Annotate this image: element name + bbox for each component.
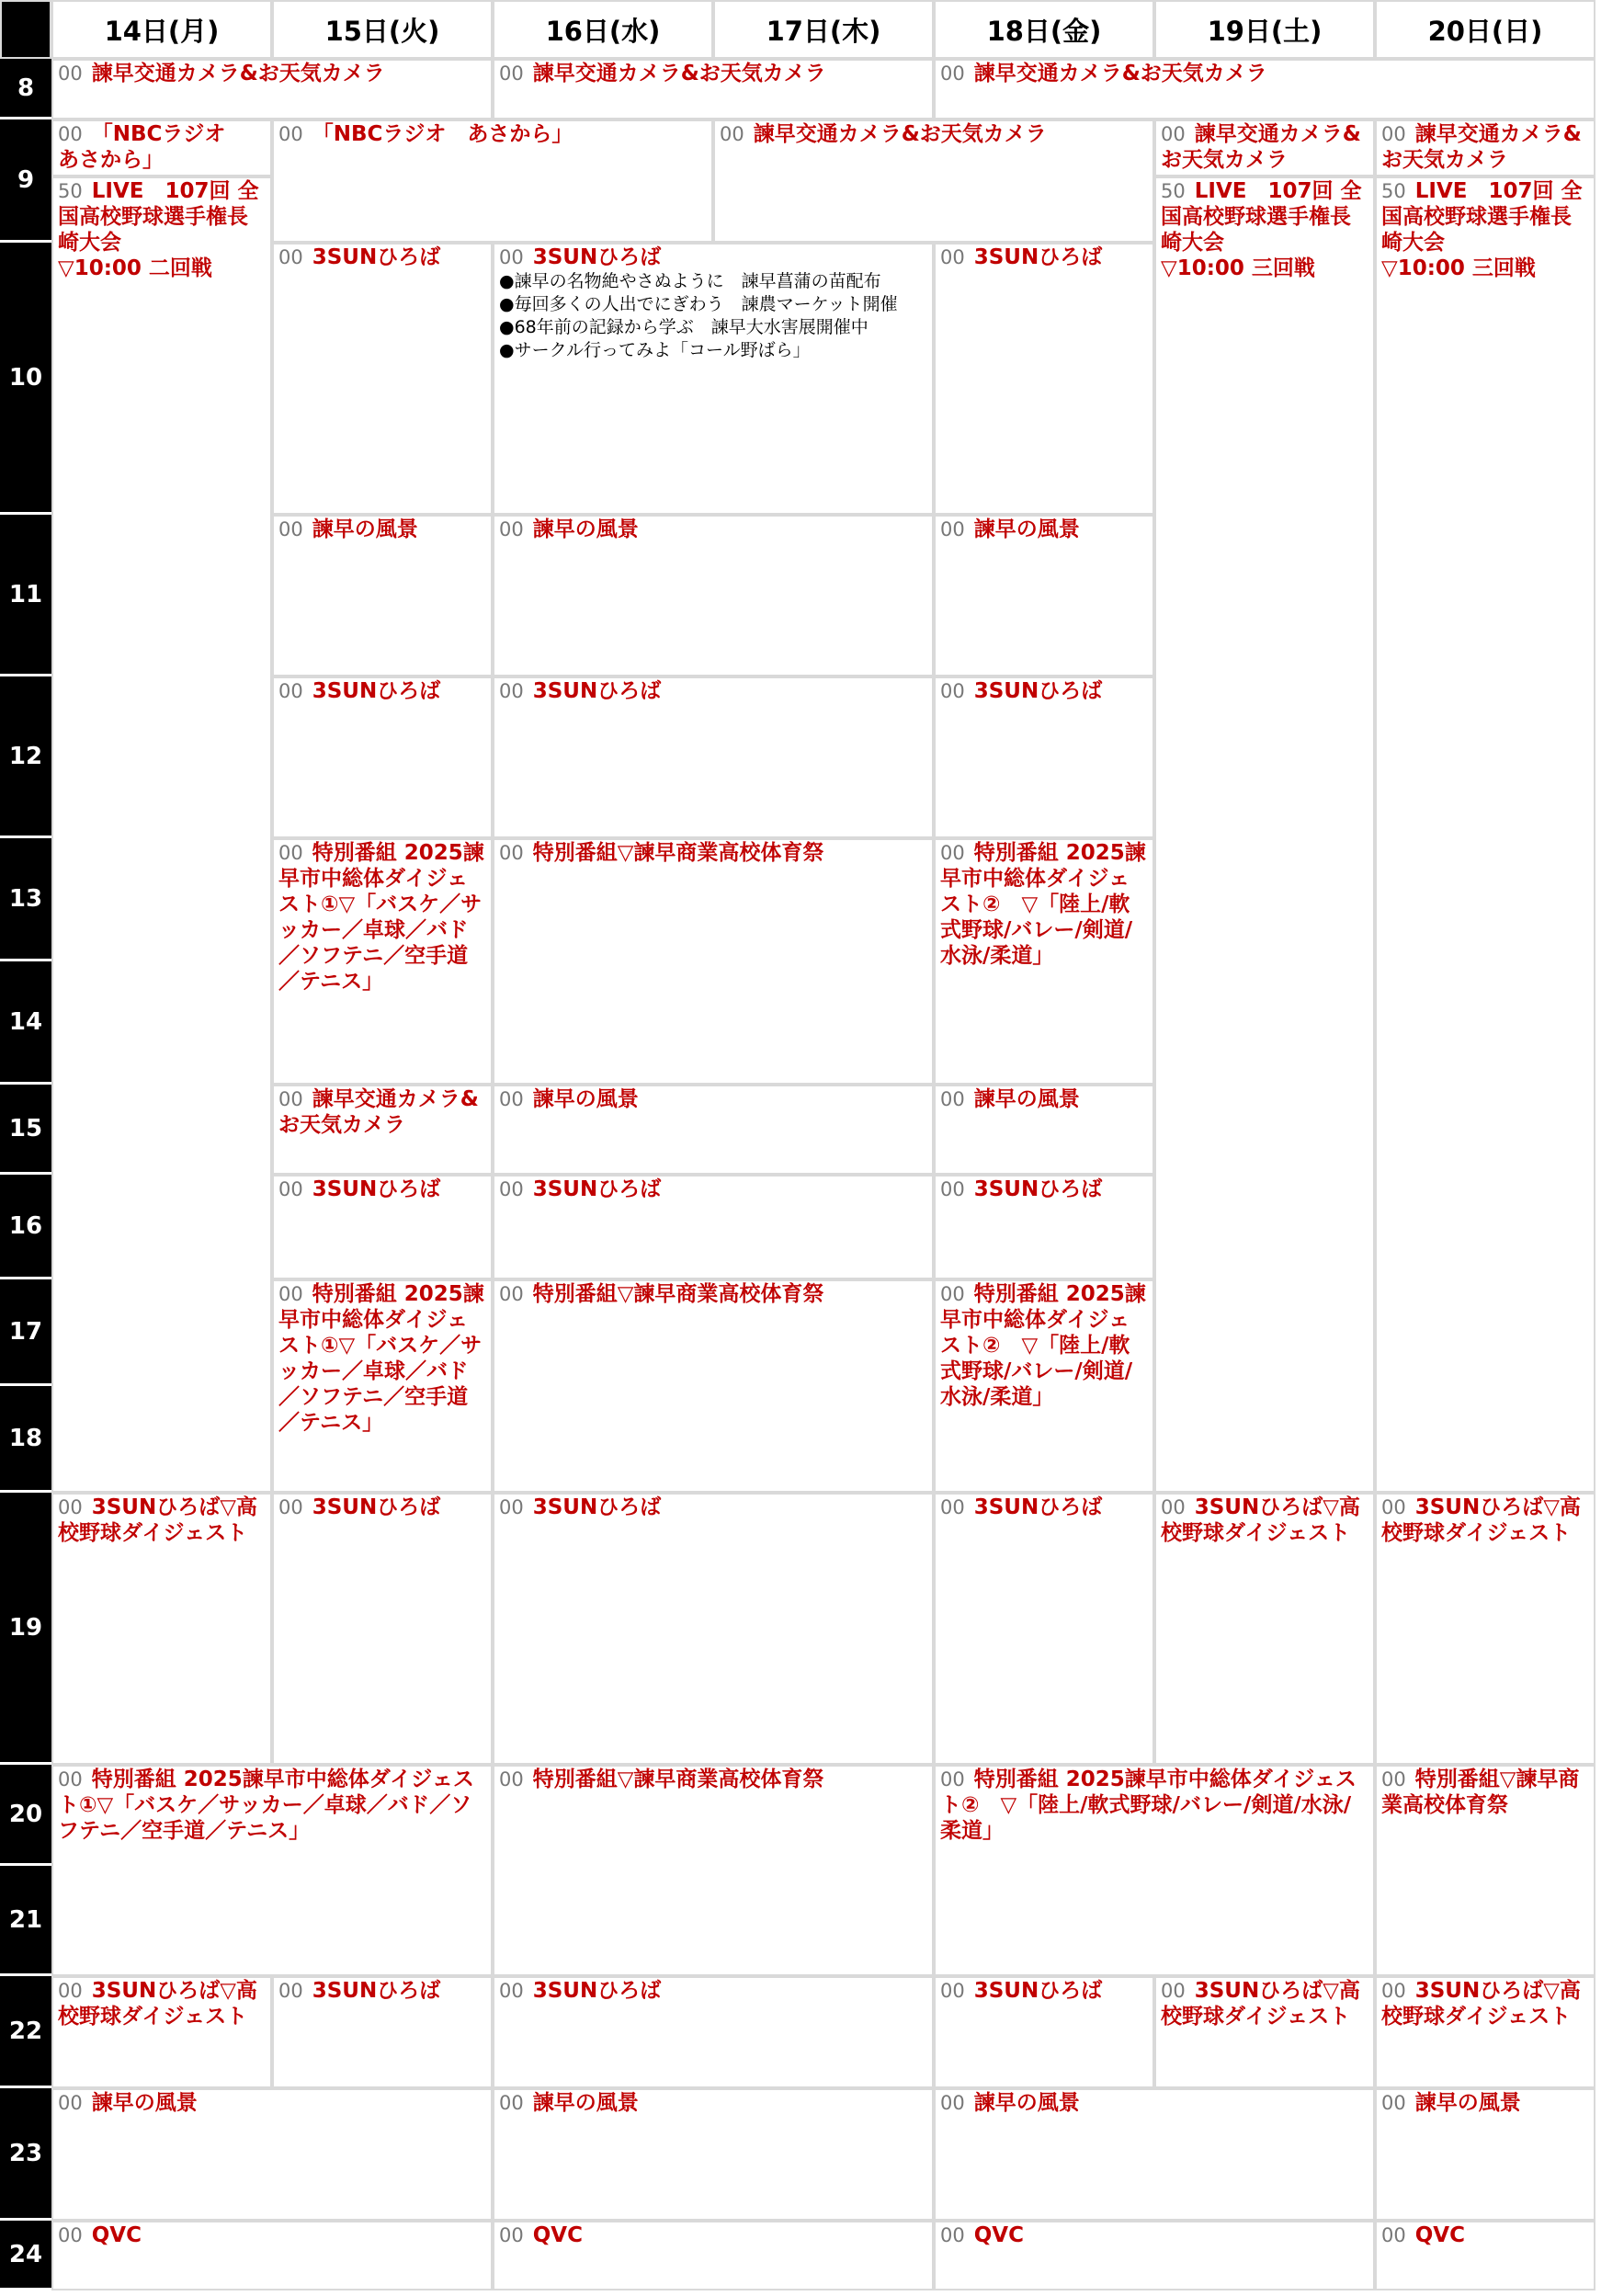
program-title: 諫早の風景 xyxy=(532,2091,639,2115)
program-cell[interactable] xyxy=(934,1175,1154,1279)
program-cell[interactable] xyxy=(1375,2088,1595,2221)
program-title: 特別番組 2025諫早市中総体ダイジェスト①▽「バスケ／サッカー／卓球／バド／ソフテニ／空手道／テニス」 xyxy=(278,841,484,994)
program-title: 諫早交通カメラ&お天気カメラ xyxy=(1381,122,1582,172)
day-header: 14日(月) xyxy=(51,0,272,59)
program-start-minute: 00 xyxy=(1381,1980,1406,2002)
program-title: 諫早の風景 xyxy=(973,517,1080,541)
program-start-minute: 00 xyxy=(499,2224,524,2246)
program-title: ▽10:00 二回戦 xyxy=(58,256,212,280)
program-cell[interactable] xyxy=(1375,176,1595,1493)
program-title: QVC xyxy=(1414,2223,1465,2247)
program-start-minute: 00 xyxy=(940,842,965,864)
program-cell[interactable] xyxy=(934,1279,1154,1493)
program-title: LIVE 107回 全国高校野球選手権長崎大会 xyxy=(1381,179,1583,255)
hour-label: 9 xyxy=(0,119,51,243)
hour-label: 23 xyxy=(0,2088,51,2221)
program-title: 3SUNひろば xyxy=(532,679,662,703)
program-title: 諫早交通カメラ&お天気カメラ xyxy=(753,122,1047,146)
program-title: 諫早交通カメラ&お天気カメラ xyxy=(278,1087,479,1137)
hour-label: 19 xyxy=(0,1493,51,1765)
program-start-minute: 00 xyxy=(1381,123,1406,145)
program-cell[interactable] xyxy=(1375,119,1595,176)
program-start-minute: 50 xyxy=(58,180,83,202)
program-start-minute: 00 xyxy=(278,1496,303,1518)
program-start-minute: 00 xyxy=(499,680,524,702)
program-cell[interactable] xyxy=(934,2088,1375,2221)
hour-label: 18 xyxy=(0,1386,51,1493)
program-start-minute: 00 xyxy=(278,680,303,702)
program-start-minute: 00 xyxy=(940,518,965,540)
program-cell[interactable] xyxy=(1154,1493,1375,1765)
program-title: 3SUNひろば▽高校野球ダイジェスト xyxy=(1161,1979,1360,2029)
program-cell[interactable] xyxy=(272,1493,493,1765)
program-detail-item: ●毎回多くの人出でにぎわう 諫農マーケット開催 xyxy=(499,294,898,314)
program-title: 3SUNひろば xyxy=(973,1979,1103,2003)
program-start-minute: 00 xyxy=(1381,1768,1406,1790)
program-cell[interactable] xyxy=(493,2221,934,2290)
program-start-minute: 00 xyxy=(58,1980,83,2002)
program-title: 諫早交通カメラ&お天気カメラ xyxy=(973,62,1267,85)
program-title: QVC xyxy=(973,2223,1024,2247)
program-title: 3SUNひろば xyxy=(312,1979,441,2003)
hour-label: 17 xyxy=(0,1279,51,1386)
program-cell[interactable] xyxy=(493,1175,934,1279)
program-start-minute: 00 xyxy=(499,1178,524,1200)
program-start-minute: 00 xyxy=(940,246,965,268)
program-title: 3SUNひろば▽高校野球ダイジェスト xyxy=(1381,1979,1581,2029)
program-cell[interactable] xyxy=(272,515,493,676)
program-title: QVC xyxy=(532,2223,583,2247)
program-start-minute: 00 xyxy=(940,1283,965,1305)
program-title: 3SUNひろば xyxy=(532,1495,662,1519)
hour-label: 11 xyxy=(0,515,51,676)
program-title: 諫早の風景 xyxy=(973,2091,1080,2115)
hour-label: 8 xyxy=(0,59,51,119)
program-title: 諫早の風景 xyxy=(973,1087,1080,1111)
program-start-minute: 00 xyxy=(499,1088,524,1110)
program-title: 3SUNひろば xyxy=(973,679,1103,703)
program-cell[interactable] xyxy=(493,243,934,515)
day-header: 20日(日) xyxy=(1375,0,1595,59)
program-title: ▽10:00 三回戦 xyxy=(1161,256,1315,280)
program-detail-item: ●サークル行ってみよ「コール野ばら」 xyxy=(499,340,811,360)
program-title: 諫早の風景 xyxy=(532,517,639,541)
program-title: LIVE 107回 全国高校野球選手権長崎大会 xyxy=(58,179,259,255)
day-header: 17日(木) xyxy=(713,0,934,59)
program-cell[interactable] xyxy=(1375,1976,1595,2088)
program-title: 特別番組 2025諫早市中総体ダイジェスト② ▽「陸上/軟式野球/バレー/剣道/水泳/柔道」 xyxy=(940,1282,1146,1409)
program-cell[interactable] xyxy=(51,176,272,1493)
program-start-minute: 00 xyxy=(58,123,83,145)
program-cell[interactable] xyxy=(272,838,493,1085)
program-title: ▽10:00 三回戦 xyxy=(1381,256,1536,280)
hour-label: 10 xyxy=(0,243,51,515)
program-cell[interactable] xyxy=(934,676,1154,838)
program-start-minute: 00 xyxy=(1381,2224,1406,2246)
program-cell[interactable] xyxy=(493,1765,934,1976)
program-cell[interactable] xyxy=(934,243,1154,515)
program-title: 特別番組▽諫早商業高校体育祭 xyxy=(532,1282,824,1306)
program-detail-list xyxy=(499,270,927,362)
program-title: 3SUNひろば▽高校野球ダイジェスト xyxy=(58,1495,257,1545)
program-cell[interactable] xyxy=(51,1976,272,2088)
program-cell[interactable] xyxy=(934,59,1595,119)
program-start-minute: 00 xyxy=(940,63,965,85)
program-cell[interactable] xyxy=(272,676,493,838)
program-cell[interactable] xyxy=(934,515,1154,676)
program-title: 諫早の風景 xyxy=(91,2091,198,2115)
program-start-minute: 00 xyxy=(58,63,83,85)
program-title: 3SUNひろば xyxy=(312,1495,441,1519)
program-cell[interactable] xyxy=(493,1279,934,1493)
program-start-minute: 00 xyxy=(58,2092,83,2114)
program-title: QVC xyxy=(91,2223,142,2247)
program-cell[interactable] xyxy=(272,1085,493,1175)
program-cell[interactable] xyxy=(272,243,493,515)
program-start-minute: 00 xyxy=(940,1088,965,1110)
program-start-minute: 00 xyxy=(278,246,303,268)
program-cell[interactable] xyxy=(493,1493,934,1765)
program-title: 「NBCラジオ あさから」 xyxy=(58,122,247,172)
program-title: 諫早交通カメラ&お天気カメラ xyxy=(532,62,826,85)
program-start-minute: 00 xyxy=(278,842,303,864)
hour-label: 21 xyxy=(0,1866,51,1976)
program-cell[interactable] xyxy=(1375,2221,1595,2290)
program-cell[interactable] xyxy=(51,1493,272,1765)
program-detail-item: ●68年前の記録から学ぶ 諫早大水害展開催中 xyxy=(499,317,869,337)
program-title: 諫早交通カメラ&お天気カメラ xyxy=(91,62,385,85)
hour-label: 22 xyxy=(0,1976,51,2088)
program-start-minute: 00 xyxy=(940,2092,965,2114)
program-title: 諫早の風景 xyxy=(532,1087,639,1111)
program-cell[interactable] xyxy=(493,838,934,1085)
program-cell[interactable] xyxy=(934,2221,1375,2290)
hour-label: 15 xyxy=(0,1085,51,1175)
program-title: 特別番組 2025諫早市中総体ダイジェスト② ▽「陸上/軟式野球/バレー/剣道/水泳/柔道」 xyxy=(940,841,1146,968)
program-cell[interactable] xyxy=(272,1279,493,1493)
program-start-minute: 00 xyxy=(940,1980,965,2002)
program-cell[interactable] xyxy=(493,1976,934,2088)
program-title: 特別番組▽諫早商業高校体育祭 xyxy=(532,1767,824,1791)
program-start-minute: 00 xyxy=(940,680,965,702)
program-title: 特別番組▽諫早商業高校体育祭 xyxy=(532,841,824,865)
program-start-minute: 00 xyxy=(940,1496,965,1518)
program-title: 特別番組▽諫早商業高校体育祭 xyxy=(1381,1767,1580,1817)
program-cell[interactable] xyxy=(934,1976,1154,2088)
hour-label: 24 xyxy=(0,2221,51,2290)
program-cell[interactable] xyxy=(713,119,1154,243)
program-title: 3SUNひろば▽高校野球ダイジェスト xyxy=(58,1979,257,2029)
program-title: 3SUNひろば▽高校野球ダイジェスト xyxy=(1381,1495,1581,1545)
program-start-minute: 00 xyxy=(940,1178,965,1200)
program-cell[interactable] xyxy=(272,1175,493,1279)
program-start-minute: 00 xyxy=(499,1980,524,2002)
program-cell[interactable] xyxy=(1154,119,1375,176)
program-cell[interactable] xyxy=(51,119,272,176)
program-start-minute: 00 xyxy=(1381,2092,1406,2114)
program-title: 諫早の風景 xyxy=(1414,2091,1521,2115)
program-start-minute: 00 xyxy=(499,1283,524,1305)
program-start-minute: 00 xyxy=(499,2092,524,2114)
program-title: 3SUNひろば xyxy=(973,245,1103,269)
program-start-minute: 00 xyxy=(499,63,524,85)
hour-label: 12 xyxy=(0,676,51,838)
program-title: 3SUNひろば xyxy=(973,1177,1103,1201)
day-header: 16日(水) xyxy=(493,0,713,59)
day-header: 15日(火) xyxy=(272,0,493,59)
program-title: 特別番組 2025諫早市中総体ダイジェスト①▽「バスケ／サッカー／卓球／バド／ソフテニ／空手道／テニス」 xyxy=(278,1282,484,1435)
program-cell[interactable] xyxy=(493,1085,934,1175)
program-start-minute: 00 xyxy=(278,1178,303,1200)
program-title: 特別番組 2025諫早市中総体ダイジェスト①▽「バスケ／サッカー／卓球／バド／ソフテニ／空手道／テニス」 xyxy=(58,1767,474,1843)
hour-label: 20 xyxy=(0,1765,51,1866)
program-cell[interactable] xyxy=(1375,1765,1595,1976)
program-start-minute: 00 xyxy=(58,1768,83,1790)
program-cell[interactable] xyxy=(934,1765,1375,1976)
corner-cell xyxy=(0,0,51,59)
program-cell[interactable] xyxy=(51,2221,493,2290)
program-start-minute: 00 xyxy=(278,123,303,145)
program-title: 3SUNひろば xyxy=(532,1177,662,1201)
program-title: 3SUNひろば xyxy=(532,245,662,269)
program-start-minute: 00 xyxy=(940,2224,965,2246)
program-start-minute: 50 xyxy=(1381,180,1406,202)
program-start-minute: 00 xyxy=(278,518,303,540)
program-title: 特別番組 2025諫早市中総体ダイジェスト② ▽「陸上/軟式野球/バレー/剣道/水泳/柔道」 xyxy=(940,1767,1357,1843)
program-cell[interactable] xyxy=(51,59,493,119)
program-start-minute: 00 xyxy=(499,518,524,540)
program-cell[interactable] xyxy=(934,1085,1154,1175)
program-cell[interactable] xyxy=(51,2088,493,2221)
program-start-minute: 00 xyxy=(278,1980,303,2002)
program-start-minute: 50 xyxy=(1161,180,1186,202)
program-cell[interactable] xyxy=(272,1976,493,2088)
program-detail-item: ●諫早の名物絶やさぬように 諫早菖蒲の苗配布 xyxy=(499,271,881,291)
program-start-minute: 00 xyxy=(499,246,524,268)
program-start-minute: 00 xyxy=(1161,1496,1186,1518)
program-title: 3SUNひろば xyxy=(532,1979,662,2003)
program-cell[interactable] xyxy=(934,838,1154,1085)
program-cell[interactable] xyxy=(493,2088,934,2221)
program-start-minute: 00 xyxy=(58,1496,83,1518)
program-cell[interactable] xyxy=(1154,1976,1375,2088)
program-cell[interactable] xyxy=(272,119,713,243)
program-start-minute: 00 xyxy=(499,1768,524,1790)
hour-label: 13 xyxy=(0,838,51,961)
program-start-minute: 00 xyxy=(58,2224,83,2246)
program-start-minute: 00 xyxy=(1161,123,1186,145)
program-title: 諫早の風景 xyxy=(312,517,418,541)
program-title: 3SUNひろば xyxy=(312,1177,441,1201)
program-start-minute: 00 xyxy=(499,1496,524,1518)
program-title: 3SUNひろば xyxy=(973,1495,1103,1519)
program-title: LIVE 107回 全国高校野球選手権長崎大会 xyxy=(1161,179,1362,255)
program-start-minute: 00 xyxy=(499,842,524,864)
hour-label: 16 xyxy=(0,1175,51,1279)
program-start-minute: 00 xyxy=(940,1768,965,1790)
program-title: 3SUNひろば xyxy=(312,679,441,703)
program-start-minute: 00 xyxy=(1161,1980,1186,2002)
program-cell[interactable] xyxy=(493,676,934,838)
program-cell[interactable] xyxy=(1154,176,1375,1493)
program-title: 3SUNひろば▽高校野球ダイジェスト xyxy=(1161,1495,1360,1545)
program-start-minute: 00 xyxy=(278,1088,303,1110)
day-header: 19日(土) xyxy=(1154,0,1375,59)
program-cell[interactable] xyxy=(493,59,934,119)
program-title: 諫早交通カメラ&お天気カメラ xyxy=(1161,122,1361,172)
program-title: 「NBCラジオ あさから」 xyxy=(312,122,573,146)
program-title: 3SUNひろば xyxy=(312,245,441,269)
hour-label: 14 xyxy=(0,961,51,1085)
day-header: 18日(金) xyxy=(934,0,1154,59)
program-cell[interactable] xyxy=(1375,1493,1595,1765)
program-start-minute: 00 xyxy=(720,123,744,145)
program-start-minute: 00 xyxy=(278,1283,303,1305)
program-cell[interactable] xyxy=(493,515,934,676)
program-cell[interactable] xyxy=(51,1765,493,1976)
program-cell[interactable] xyxy=(934,1493,1154,1765)
program-start-minute: 00 xyxy=(1381,1496,1406,1518)
